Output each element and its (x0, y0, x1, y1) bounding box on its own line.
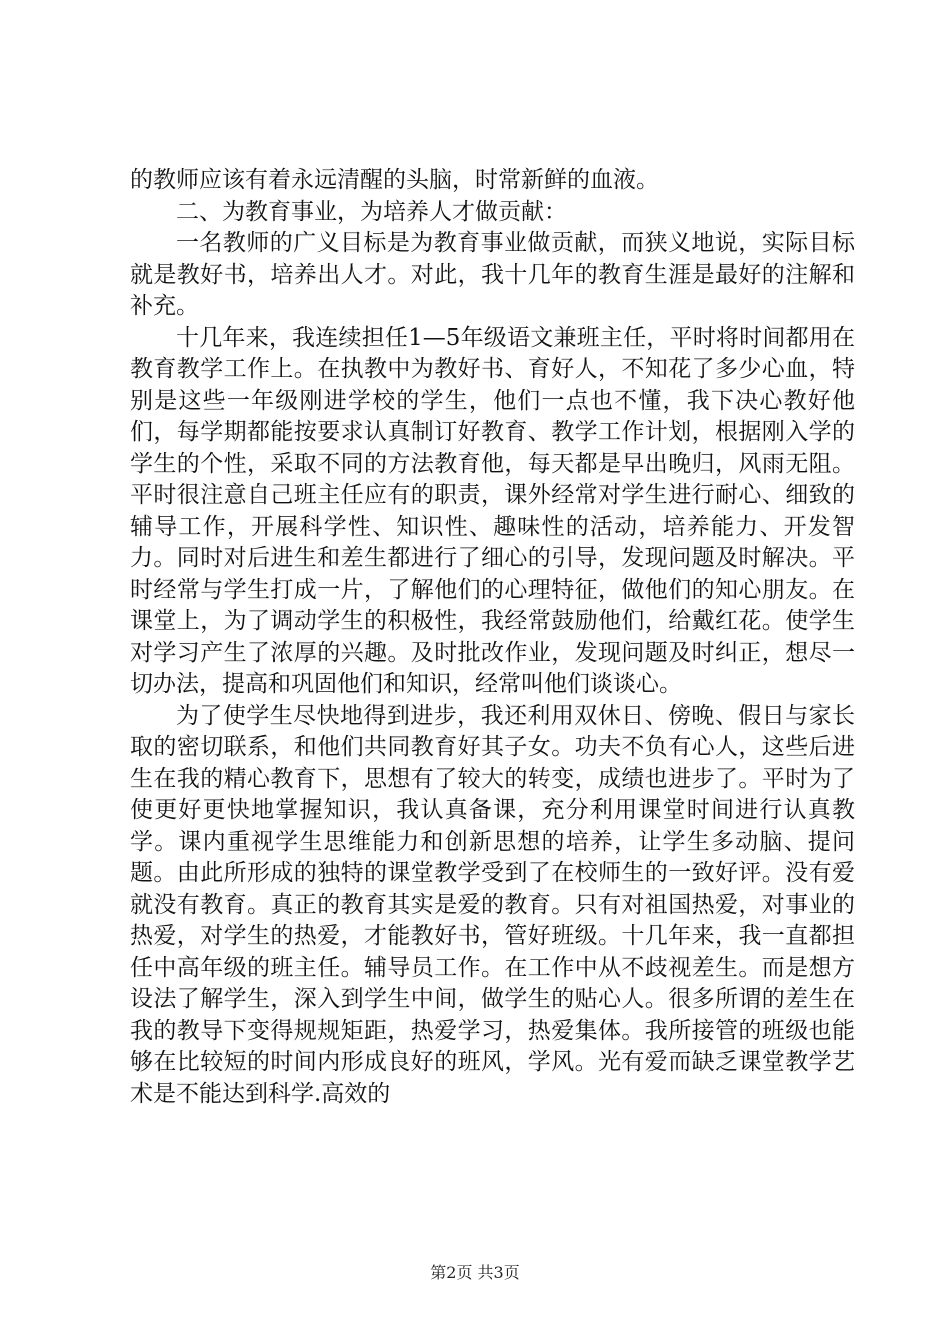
page-footer: 第2页 共3页 (430, 1263, 520, 1282)
paragraph-continuation: 的教师应该有着永远清醒的头脑，时常新鲜的血液。 (130, 167, 659, 193)
paragraph: 十几年来，我连续担任1—5年级语文兼班主任，平时将时间都用在教育教学工作上。在执教中为教好书、育好人，不知花了多少心血，特别是这些一年级刚进学校的学生，他们一点也不懂，我下决心教好他们，每学期都能按要求认真制订好教育、教学工作计划，根据刚入学的学生的个性，采取不同的方法教育他，每天都是早出晚归，风雨无阻。平时很注意自己班主任应有的职责，课外经常对学生进行耐心、细致的辅导工作，开展科学性、知识性、趣味性的活动，培养能力、开发智力。同时对后进生和差生都进行了细心的引导，发现问题及时解决。平时经常与学生打成一片，了解他们的心理特征，做他们的知心朋友。在课堂上，为了调动学生的积极性，我经常鼓励他们，给戴红花。使学生对学习产生了浓厚的兴趣。及时批改作业，发现问题及时纠正，想尽一切办法，提高和巩固他们和知识，经常叫他们谈谈心。 (130, 324, 855, 697)
paragraph: 一名教师的广义目标是为教育事业做贡献，而狭义地说，实际目标就是教好书，培养出人才。对此，我十几年的教育生涯是最好的注解和补充。 (130, 230, 855, 319)
section-heading: 二、为教育事业，为培养人才做贡献： (176, 198, 567, 225)
paragraph: 为了使学生尽快地得到进步，我还利用双休日、傍晚、假日与家长取的密切联系，和他们共同教育好其子女。功夫不负有心人，这些后进生在我的精心教育下，思想有了较大的转变，成绩也进步了。平时为了使更好更快地掌握知识，我认真备课，充分利用课堂时间进行认真教学。课内重视学生思维能力和创新思想的培养，让学生多动脑、提问题。由此所形成的独特的课堂教学受到了在校师生的一致好评。没有爱就没有教育。真正的教育其实是爱的教育。只有对祖国热爱，对事业的热爱，对学生的热爱，才能教好书，管好班级。十几年来，我一直都担任中高年级的班主任。辅导员工作。在工作中从不歧视差生。而是想方设法了解学生，深入到学生中间，做学生的贴心人。很多所谓的差生在我的教导下变得规规矩距，热爱学习，热爱集体。我所接管的班级也能够在比较短的时间内形成良好的班风，学风。光有爱而缺乏课堂教学艺术是不能达到科学.高效的 (130, 702, 855, 1107)
document-body (130, 165, 855, 1110)
